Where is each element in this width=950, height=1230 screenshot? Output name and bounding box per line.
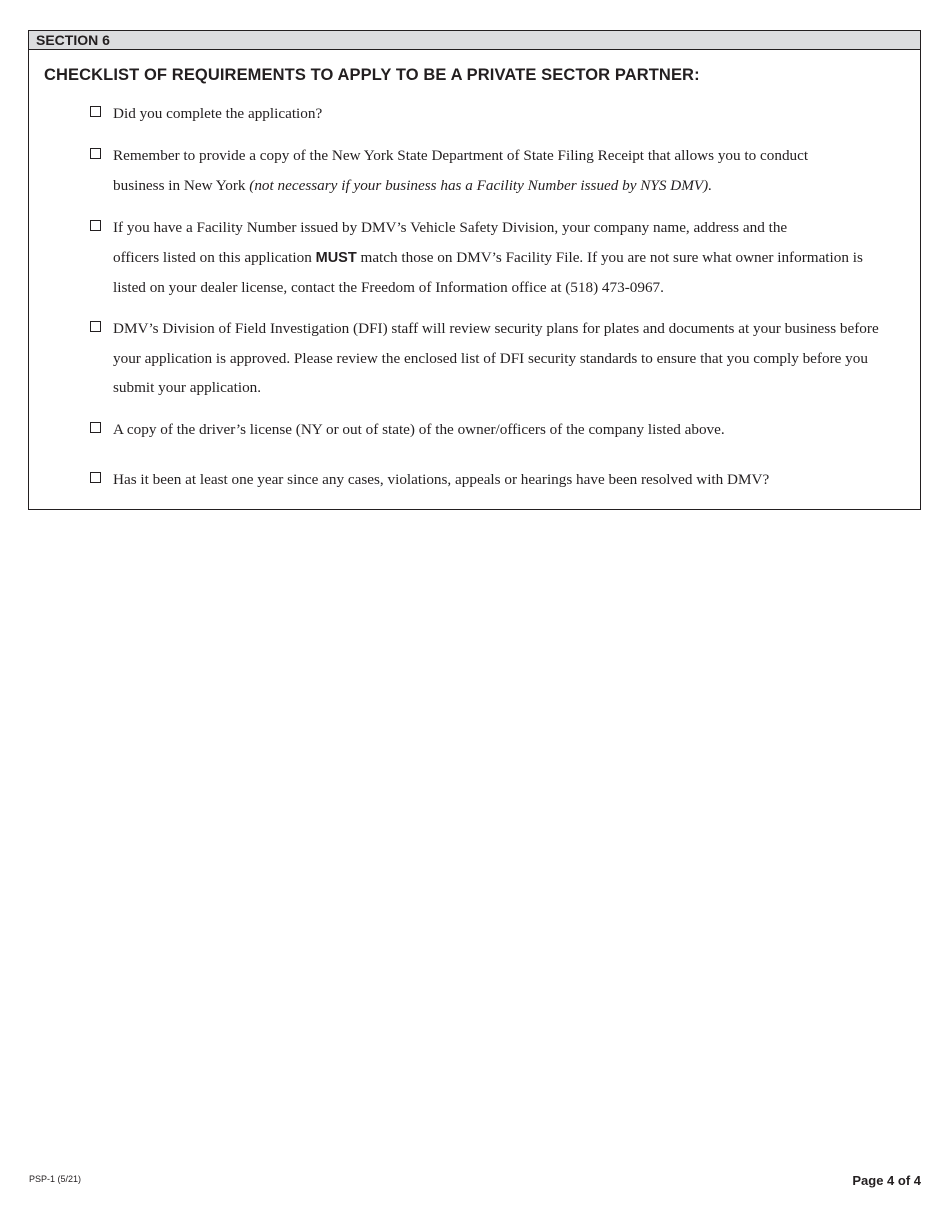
checklist-item-text (113, 314, 903, 403)
checkbox-drivers-license[interactable] (90, 422, 101, 433)
checklist-item-text (113, 213, 903, 303)
checkbox-filing-receipt[interactable] (90, 148, 101, 159)
item-line: A copy of the driver’s license (NY or out of state) of the owner/officers of the company listed above. (113, 421, 725, 438)
item-line: your application is approved. Please review the enclosed list of DFI security standards to ensure that you comply before you (113, 349, 868, 367)
item-line (113, 243, 903, 274)
checklist-item-text (113, 99, 903, 129)
item-line-text: officers listed on this application (113, 248, 312, 266)
checklist-item-text (113, 465, 903, 495)
item-line: Remember to provide a copy of the New York State Department of State Filing Receipt that allows you to conduct (113, 147, 809, 164)
item-line: Did you complete the application? (113, 105, 323, 122)
must-emphasis: MUST (315, 249, 357, 266)
item-line: DMV’s Division of Field Investigation (DFI) staff will review security plans for plates and documents at your business before (113, 320, 879, 337)
form-id: PSP-1 (5/21) (29, 1174, 82, 1184)
checklist-item-text (113, 415, 903, 445)
checkbox-complete-application[interactable] (90, 106, 101, 117)
page-number: Page 4 of 4 (852, 1173, 921, 1188)
item-line: If you have a Facility Number issued by DMV’s Vehicle Safety Division, your company name, address and the (113, 219, 788, 236)
item-line-text: match those on DMV’s Facility File. If you are not sure what owner information is (360, 248, 863, 266)
checkbox-one-year[interactable] (90, 472, 101, 483)
checklist-item-text (113, 141, 903, 200)
item-line-text: business in New York (113, 176, 246, 194)
checkbox-facility-number[interactable] (90, 220, 101, 231)
item-line: Has it been at least one year since any cases, violations, appeals or hearings have been resolved with DMV? (113, 471, 770, 488)
item-line: listed on your dealer license, contact the Freedom of Information office at (518) 473-0967. (113, 279, 664, 297)
section-header: SECTION 6 (29, 31, 920, 50)
item-line: submit your application. (113, 379, 262, 397)
section-6-box (28, 30, 921, 510)
item-line (113, 171, 903, 201)
checkbox-dfi-review[interactable] (90, 321, 101, 332)
item-line-note: (not necessary if your business has a Facility Number issued by NYS DMV). (249, 176, 713, 194)
checklist-title: CHECKLIST OF REQUIREMENTS TO APPLY TO BE A PRIVATE SECTOR PARTNER: (44, 66, 700, 84)
